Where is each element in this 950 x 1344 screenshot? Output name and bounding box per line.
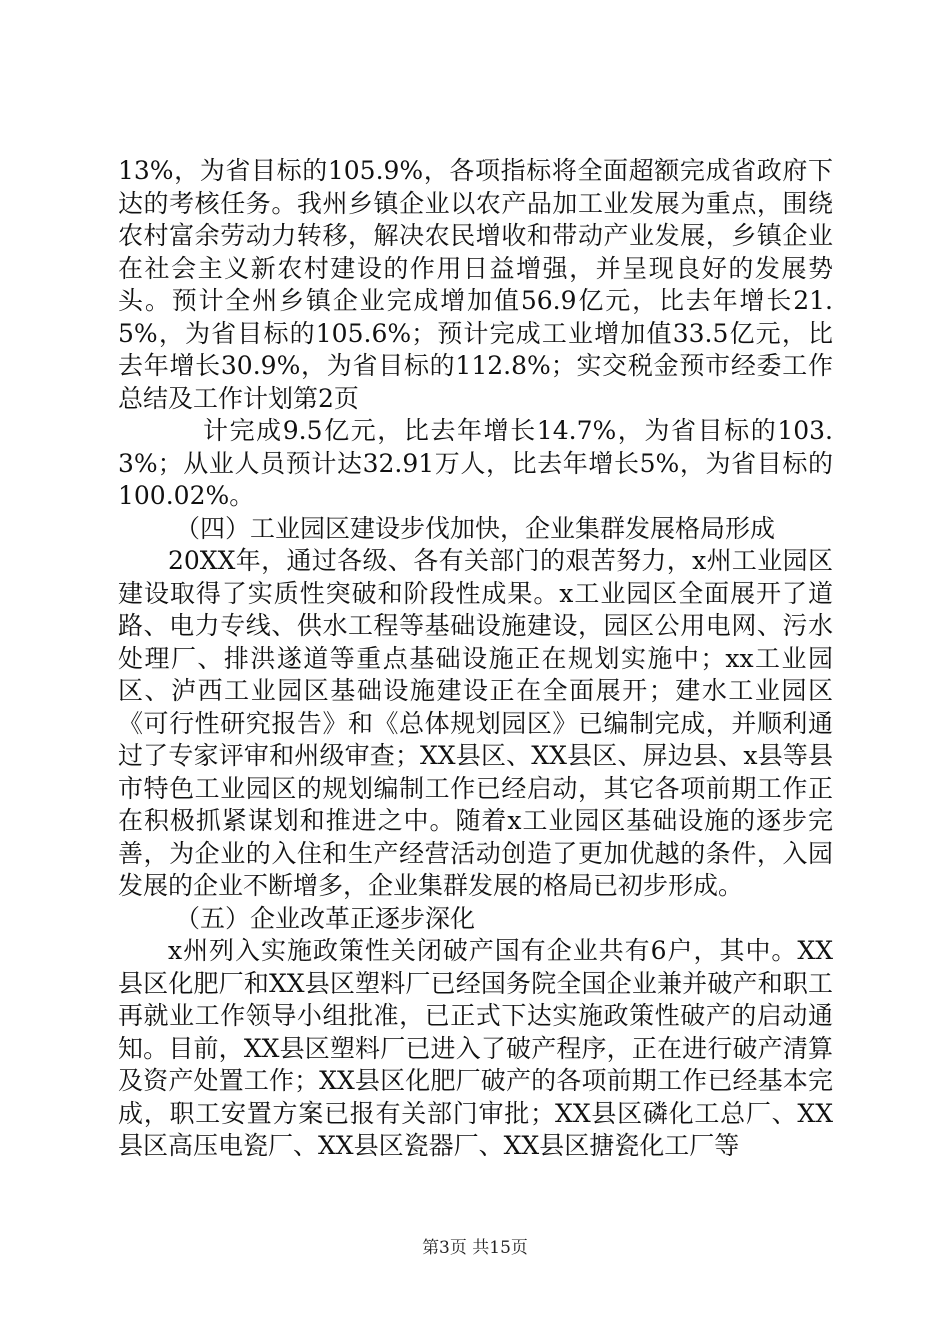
paragraph-2: 计完成9.5亿元，比去年增长14.7%，为省目标的103.3%；从业人员预计达32.91万人，比去年增长5%，为省目标的100.02%。: [118, 416, 833, 510]
document-body: [118, 155, 833, 1163]
paragraph-3: 20XX年，通过各级、各有关部门的艰苦努力，x州工业园区建设取得了实质性突破和阶段性成果。x工业园区全面展开了道路、电力专线、供水工程等基础设施建设，园区公用电网、污水处理厂、排洪遂道等重点基础设施正在规划实施中；xx工业园区、泸西工业园区基础设施建设正在全面展开；建水工业园区《可行性研究报告》和《总体规划园区》已编制完成，并顺利通过了专家评审和州级审查；XX县区、XX县区、屏边县、x县等县市特色工业园区的规划编制工作已经启动，其它各项前期工作正在积极抓紧谋划和推进之中。随着x工业园区基础设施的逐步完善，为企业的入住和生产经营活动创造了更加优越的条件，入园发展的企业不断增多，企业集群发展的格局已初步形成。: [118, 546, 833, 900]
paragraph-1: 13%，为省目标的105.9%，各项指标将全面超额完成省政府下达的考核任务。我州乡镇企业以农产品加工业发展为重点，围绕农村富余劳动力转移，解决农民增收和带动产业发展，乡镇企业在社会主义新农村建设的作用日益增强，并呈现良好的发展势头。预计全州乡镇企业完成增加值56.9亿元，比去年增长21.5%，为省目标的105.6%；预计完成工业增加值33.5亿元，比去年增长30.9%，为省目标的112.8%；实交税金预市经委工作总结及工作计划第2页: [118, 156, 833, 413]
paragraph-4: x州列入实施政策性关闭破产国有企业共有6户，其中。XX县区化肥厂和XX县区塑料厂已经国务院全国企业兼并破产和职工再就业工作领导小组批准，已正式下达实施政策性破产的启动通知。目前，XX县区塑料厂已进入了破产程序，正在进行破产清算及资产处置工作；XX县区化肥厂破产的各项前期工作已经基本完成，职工安置方案已报有关部门审批；XX县区磷化工总厂、XX县区高压电瓷厂、XX县区瓷器厂、XX县区搪瓷化工厂等: [118, 936, 833, 1160]
page-footer: 第3页 共15页: [422, 1238, 528, 1258]
section-heading-5: （五）企业改革正逐步深化: [175, 903, 476, 933]
section-heading-4: （四）工业园区建设步伐加快，企业集群发展格局形成: [175, 513, 776, 543]
